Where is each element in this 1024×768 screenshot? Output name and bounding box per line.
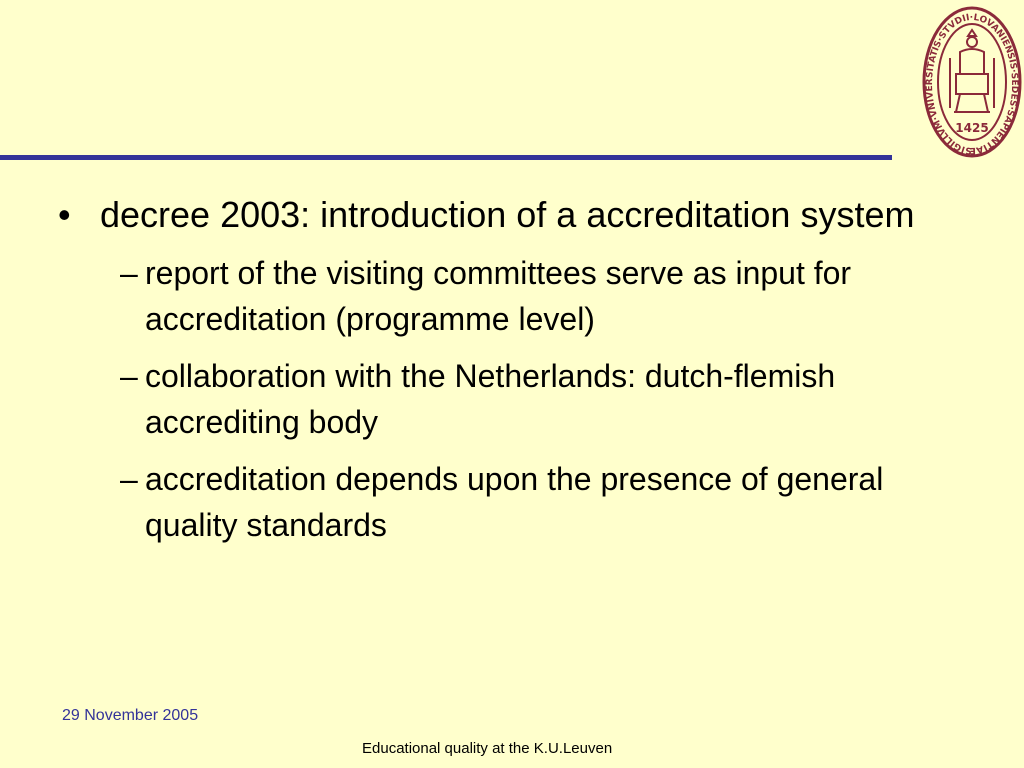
sub-bullet-item <box>120 250 945 342</box>
footer-title: Educational quality at the K.U.Leuven <box>362 740 613 757</box>
bullet-text: decree 2003: introduction of a accreditation system <box>100 194 915 235</box>
dash-marker: – <box>120 461 138 497</box>
footer-date: 29 November 2005 <box>62 707 199 724</box>
seal-motto: SIGILLVM·VNIVERSITATIS·STVDII·LOVANIENSIS·SEDES·SAPIENTIAE <box>925 12 1020 156</box>
sub-bullet-text: accreditation depends upon the presence of general quality standards <box>145 461 884 543</box>
sub-bullet-text: collaboration with the Netherlands: dutch-flemish accrediting body <box>145 358 836 440</box>
dash-marker: – <box>120 255 138 291</box>
dash-marker: – <box>120 358 138 394</box>
sub-bullet-item <box>120 456 945 548</box>
sub-bullet-text: report of the visiting committees serve as input for accreditation (programme level) <box>145 255 852 337</box>
bullet-item <box>58 188 958 242</box>
university-seal-logo <box>920 2 1024 162</box>
slide-content <box>58 188 958 559</box>
title-divider <box>0 155 892 160</box>
bullet-marker: • <box>58 194 71 235</box>
seal-year: 1425 <box>955 121 989 135</box>
sub-bullet-item <box>120 353 945 445</box>
sub-bullet-list <box>120 250 958 548</box>
